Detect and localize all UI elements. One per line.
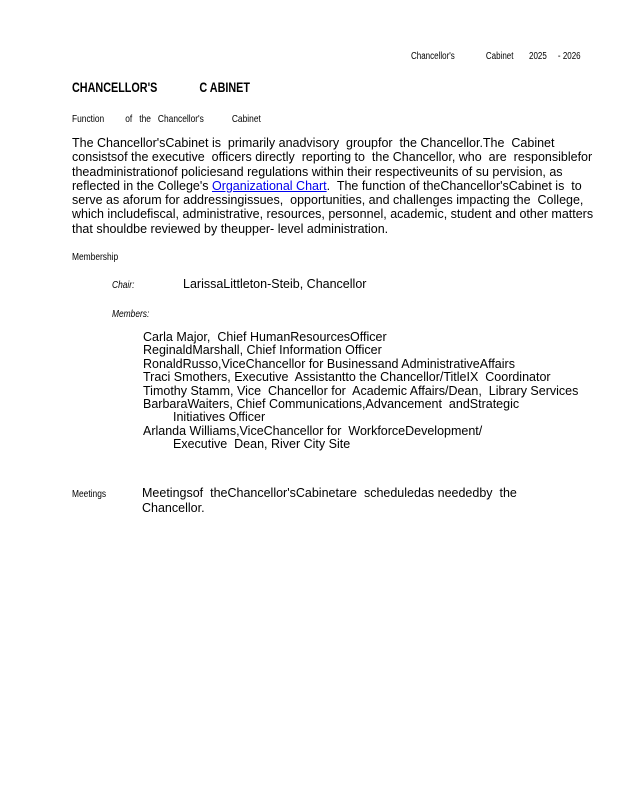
chair-name-value: LarissaLittleton-Steib, Chancellor: [183, 277, 367, 291]
paragraph-line: The Chancellor'sCabinet is primarily anadvisory groupfor the Chancellor.The Cabinet: [72, 136, 555, 150]
member-item: Traci Smothers, Executive Assistantto the Chancellor/TitleIX Coordinator: [143, 370, 551, 385]
page-header-running-title: Chancellor's Cabinet 2025 - 2026: [411, 51, 581, 62]
chair-label: Chair:: [112, 279, 135, 291]
document-title: CHANCELLOR'S C ABINET: [72, 80, 250, 95]
members-list: [143, 331, 578, 452]
function-paragraph: [72, 136, 593, 236]
section-heading-function: Function of the Chancellor's Cabinet: [72, 113, 261, 125]
member-item: RonaldRusso,ViceChancellor for Businessand AdministrativeAffairs: [143, 356, 515, 371]
section-heading-meetings: Meetings: [72, 488, 107, 500]
paragraph-line: theadministrationof policiesand regulations within their respectiveunits of su pervision, as: [72, 164, 563, 179]
link-line-post-text: . The function of theChancellor'sCabinet is to: [326, 178, 582, 193]
paragraph-line: serve as aforum for addressingissues, opportunities, and challenges impacting the College,: [72, 193, 584, 208]
paragraph-line-with-link: [72, 179, 593, 193]
member-item: Carla Major, Chief HumanResourcesOfficer: [143, 330, 387, 344]
member-item-continuation: Initiatives Officer: [173, 410, 266, 425]
member-item: BarbaraWaiters, Chief Communications,Advancement andStrategic: [143, 397, 520, 412]
meetings-paragraph: [142, 486, 517, 515]
member-item: Timothy Stamm, Vice Chancellor for Academic Affairs/Dean, Library Services: [143, 383, 579, 398]
meetings-line: Chancellor.: [142, 500, 205, 515]
members-label: Members:: [112, 308, 150, 320]
member-item-continuation: Executive Dean, River City Site: [173, 437, 351, 452]
member-item: Arlanda Williams,ViceChancellor for WorkforceDevelopment/: [143, 423, 483, 438]
paragraph-line: which includefiscal, administrative, resources, personnel, academic, student and other matters: [72, 207, 594, 222]
paragraph-line: that shouldbe reviewed by theupper- level administration.: [72, 221, 389, 236]
paragraph-line: consistsof the executive officers directly reporting to the Chancellor, who are responsiblefor: [72, 150, 593, 165]
meetings-line: Meetingsof theChancellor'sCabinetare scheduledas neededby the: [142, 486, 517, 500]
section-heading-membership: Membership: [72, 251, 119, 263]
organizational-chart-link[interactable]: Organizational Chart: [211, 178, 327, 193]
link-line-pre-text: reflected in the College's: [72, 178, 212, 193]
member-item: ReginaldMarshall, Chief Information Officer: [143, 343, 382, 358]
